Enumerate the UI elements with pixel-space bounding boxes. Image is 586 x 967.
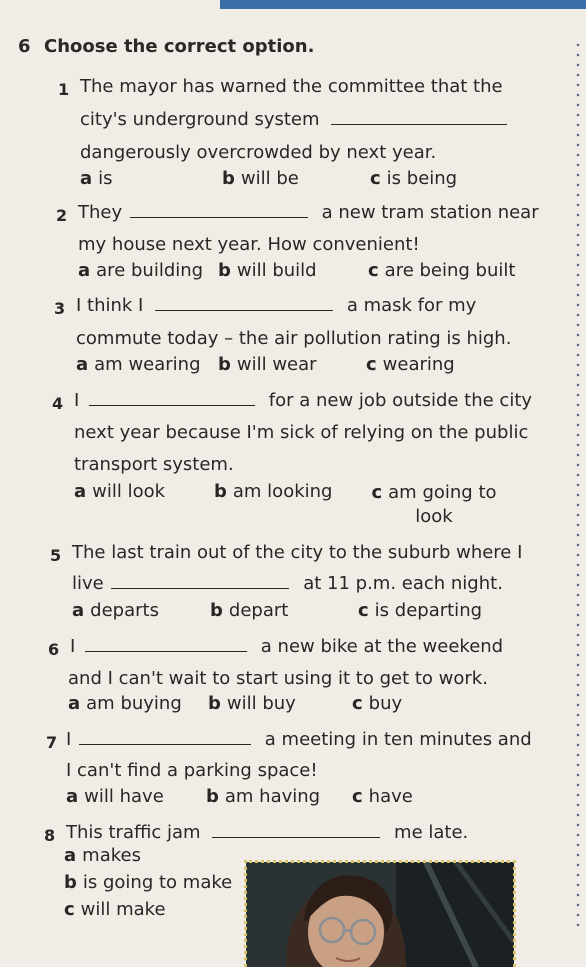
question-number: 7 <box>46 733 58 752</box>
option-c[interactable] <box>352 693 402 714</box>
question-line <box>66 818 468 848</box>
question-line: I can't find a parking space! <box>66 760 318 781</box>
option-letter: a <box>66 786 79 807</box>
option-c[interactable] <box>364 481 504 529</box>
option-c[interactable] <box>64 899 166 920</box>
option-text: buy <box>368 693 403 714</box>
answer-blank[interactable] <box>331 110 507 125</box>
question-text: I <box>66 729 72 750</box>
option-letter: a <box>74 481 87 502</box>
dotted-border <box>576 40 580 927</box>
option-text: will make <box>80 899 166 920</box>
question-number: 2 <box>56 206 68 225</box>
top-color-bar <box>220 0 586 9</box>
question-number: 8 <box>44 826 56 845</box>
option-letter: c <box>366 354 377 375</box>
option-a[interactable] <box>74 481 165 502</box>
option-text: am buying <box>86 693 182 714</box>
option-letter: b <box>208 693 221 714</box>
question-line: The mayor has warned the committee that the <box>80 76 503 97</box>
option-a[interactable] <box>78 260 203 281</box>
option-b[interactable] <box>214 481 332 502</box>
option-a[interactable] <box>80 168 113 189</box>
option-text: will have <box>84 786 164 807</box>
question-text: They <box>78 202 123 223</box>
question-line <box>76 291 476 321</box>
question-line: my house next year. How convenient! <box>78 234 420 255</box>
question-line <box>72 569 503 599</box>
question-text: I <box>74 390 80 411</box>
question-line: commute today – the air pollution rating is high. <box>76 328 512 349</box>
question-text: This traffic jam <box>66 822 201 843</box>
question-line <box>66 725 532 755</box>
option-text: depart <box>228 600 289 621</box>
option-letter: b <box>218 260 231 281</box>
option-text: will buy <box>226 693 296 714</box>
question-number: 3 <box>54 299 66 318</box>
answer-blank[interactable] <box>85 637 247 652</box>
question-line <box>70 632 503 662</box>
option-text: are building <box>96 260 204 281</box>
option-text: am looking <box>232 481 333 502</box>
option-letter: b <box>222 168 235 189</box>
option-letter: c <box>352 786 363 807</box>
option-text: departs <box>90 600 159 621</box>
option-a[interactable] <box>72 600 159 621</box>
option-b[interactable] <box>64 872 232 893</box>
option-b[interactable] <box>218 260 317 281</box>
option-b[interactable] <box>218 354 317 375</box>
option-a[interactable] <box>64 845 141 866</box>
option-a[interactable] <box>68 693 182 714</box>
question-text: live <box>72 573 104 594</box>
answer-blank[interactable] <box>79 730 251 745</box>
answer-blank[interactable] <box>212 823 380 838</box>
option-b[interactable] <box>222 168 299 189</box>
option-text: am going to look <box>388 482 497 527</box>
option-a[interactable] <box>76 354 201 375</box>
question-line: next year because I'm sick of relying on the public <box>74 422 529 443</box>
answer-blank[interactable] <box>155 296 333 311</box>
option-b[interactable] <box>210 600 288 621</box>
option-letter: a <box>68 693 81 714</box>
question-text: city's underground system <box>80 109 320 130</box>
question-text: at 11 p.m. each night. <box>303 573 503 594</box>
question-number: 1 <box>58 80 70 99</box>
option-letter: c <box>371 482 383 503</box>
option-c[interactable] <box>352 786 413 807</box>
option-text: is departing <box>374 600 483 621</box>
question-text: me late. <box>394 822 469 843</box>
exercise-number: 6 <box>18 36 31 57</box>
option-letter: a <box>64 845 77 866</box>
question-text: for a new job outside the city <box>268 390 533 411</box>
answer-blank[interactable] <box>111 574 289 589</box>
question-text: a meeting in ten minutes and <box>264 729 532 750</box>
option-c[interactable] <box>358 600 482 621</box>
question-text: a new bike at the weekend <box>260 636 504 657</box>
exercise-heading <box>18 36 314 57</box>
option-text: is <box>98 168 113 189</box>
option-c[interactable] <box>370 168 457 189</box>
option-c[interactable] <box>366 354 455 375</box>
option-text: makes <box>82 845 141 866</box>
option-text: am wearing <box>94 354 201 375</box>
question-number: 5 <box>50 546 62 565</box>
option-letter: c <box>64 899 75 920</box>
answer-blank[interactable] <box>89 391 255 406</box>
option-letter: b <box>206 786 219 807</box>
question-line: dangerously overcrowded by next year. <box>80 142 437 163</box>
question-line <box>80 105 507 135</box>
option-letter: c <box>352 693 363 714</box>
option-letter: b <box>210 600 223 621</box>
option-text: will look <box>92 481 166 502</box>
question-text: a new tram station near <box>321 202 539 223</box>
option-b[interactable] <box>206 786 320 807</box>
question-line <box>74 386 532 416</box>
option-text: will build <box>236 260 317 281</box>
question-line <box>78 198 539 228</box>
option-letter: a <box>72 600 85 621</box>
answer-blank[interactable] <box>130 203 308 218</box>
option-c[interactable] <box>368 260 515 281</box>
option-letter: b <box>218 354 231 375</box>
question-line: The last train out of the city to the suburb where I <box>72 542 523 563</box>
option-text: will be <box>240 168 299 189</box>
option-letter: c <box>368 260 379 281</box>
option-letter: a <box>76 354 89 375</box>
option-letter: a <box>78 260 91 281</box>
question-number: 4 <box>52 394 64 413</box>
option-letter: c <box>358 600 369 621</box>
question-line: transport system. <box>74 454 234 475</box>
question-text: I think I <box>76 295 144 316</box>
option-text: is going to make <box>82 872 233 893</box>
question-number: 6 <box>48 640 60 659</box>
photo-frame <box>244 860 516 967</box>
option-a[interactable] <box>66 786 164 807</box>
option-text: am having <box>224 786 321 807</box>
option-text: have <box>368 786 413 807</box>
option-text: are being built <box>384 260 516 281</box>
option-letter: c <box>370 168 381 189</box>
option-text: will wear <box>236 354 317 375</box>
option-text: is being <box>386 168 458 189</box>
question-text: I <box>70 636 76 657</box>
question-text: a mask for my <box>346 295 477 316</box>
exercise-title: Choose the correct option. <box>44 36 315 57</box>
option-letter: b <box>64 872 77 893</box>
option-b[interactable] <box>208 693 296 714</box>
question-line: and I can't wait to start using it to get to work. <box>68 668 488 689</box>
option-letter: a <box>80 168 93 189</box>
option-letter: b <box>214 481 227 502</box>
option-text: wearing <box>382 354 455 375</box>
